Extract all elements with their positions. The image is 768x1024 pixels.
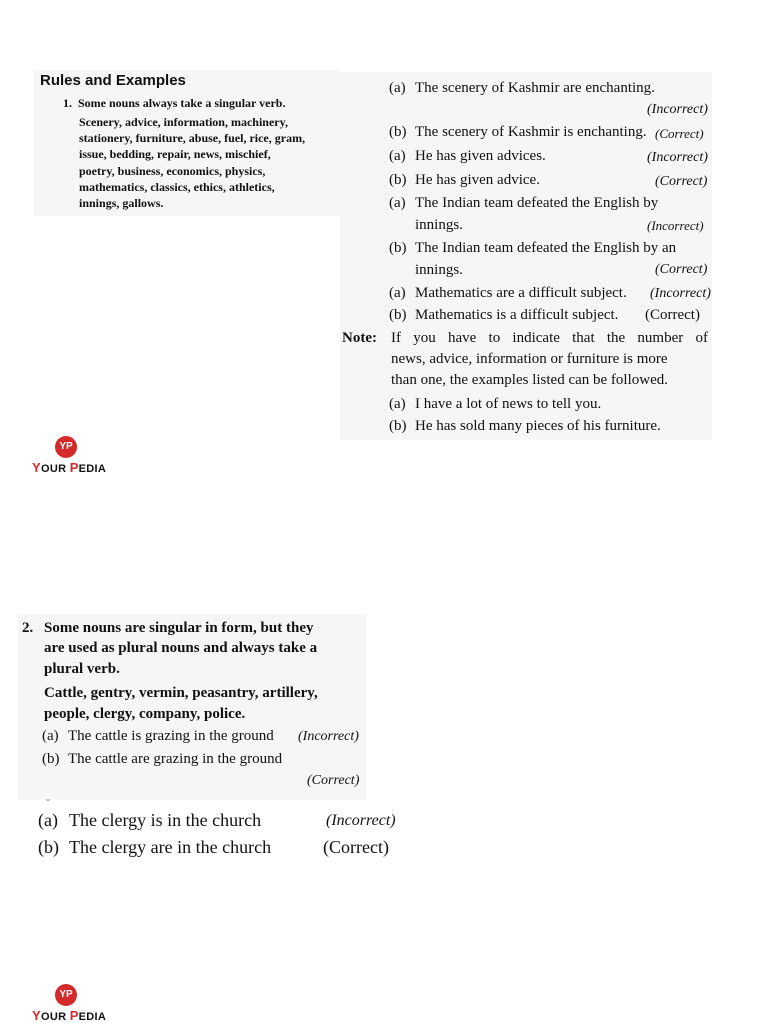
example-verdict: (Correct) [655,262,708,277]
rule2-list-line: people, clergy, company, police. [44,706,246,722]
example-verdict: (Incorrect) [647,218,704,233]
example-label: (b) [42,751,60,767]
rule1-list-line: Scenery, advice, information, machinery, [79,115,288,129]
rule1-list-line: poetry, business, economics, physics, [79,164,266,178]
logo-text: EDIA [78,463,107,475]
logo-letter: P [69,1008,79,1023]
example-verdict: (Incorrect) [298,729,359,744]
example-label-large: (a) [38,810,58,830]
rule1-list-line: issue, bedding, repair, news, mischief, [79,147,271,161]
logo-letter: P [69,460,79,475]
example-text: The cattle is grazing in the ground [68,728,274,744]
rule1-number: 1. [63,96,72,110]
note-text: than one, the examples listed can be followed. [391,372,668,388]
note-example-label: (b) [389,418,407,434]
rule1-list-line: innings, gallows. [79,196,164,210]
rule2-title: Some nouns are singular in form, but they [44,620,314,636]
example-text: The Indian team defeated the English by an [415,240,677,256]
logo-text: OUR [40,1011,70,1023]
yp-logo-icon: YP [55,436,77,458]
logo-letter: Y [32,1008,41,1023]
logo-wordmark [32,1008,106,1023]
rule2-title: are used as plural nouns and always take a [44,640,318,656]
example-text-cont: innings. [415,217,463,233]
rule1-title: Some nouns always take a singular verb. [78,96,286,110]
example-verdict: (Incorrect) [647,102,708,117]
rule2-list-line: Cattle, gentry, vermin, peasantry, artillery, [44,685,318,701]
logo-text: EDIA [78,1011,107,1023]
logo-letter: Y [32,460,41,475]
example-text: Mathematics are a difficult subject. [415,285,627,301]
example-label-large: (b) [38,837,59,857]
example-text: The Indian team defeated the English by [415,195,659,211]
example-verdict: (Correct) [645,307,700,323]
example-text: The cattle are grazing in the ground [68,751,283,767]
separator-dash: - [46,792,50,806]
example-label: (a) [389,195,406,211]
example-text-large: The clergy is in the church [69,810,262,830]
example-label: (b) [389,124,407,140]
example-verdict: (Correct) [655,174,708,189]
example-text: The scenery of Kashmir are enchanting. [415,80,655,96]
example-verdict-large: (Correct) [323,837,389,857]
section-heading: Rules and Examples [40,72,186,89]
rule2-title: plural verb. [44,661,120,677]
note-label: Note: [342,330,377,346]
example-verdict: (Correct) [307,773,360,788]
example-label: (a) [42,728,59,744]
example-label: (a) [389,285,406,301]
example-text: He has given advices. [415,148,546,164]
example-label: (a) [389,80,406,96]
example-text: He has given advice. [415,172,540,188]
logo-wordmark [32,460,106,475]
rule1-list-line: stationery, furniture, abuse, fuel, rice, gram, [79,131,306,145]
example-verdict: (Correct) [655,126,704,141]
note-example-label: (a) [389,396,406,412]
example-label: (b) [389,172,407,188]
example-verdict: (Incorrect) [647,150,708,165]
example-text-cont: innings. [415,262,463,278]
example-text-large: The clergy are in the church [69,837,272,857]
note-text: If you have to indicate that the number of [391,330,708,346]
rule1-list-line: mathematics, classics, ethics, athletics, [79,180,275,194]
example-text: Mathematics is a difficult subject. [415,307,619,323]
example-label: (b) [389,240,407,256]
example-label: (b) [389,307,407,323]
example-label: (a) [389,148,406,164]
example-verdict-large: (Incorrect) [326,812,396,829]
rule2-number: 2. [22,620,34,636]
note-text: news, advice, information or furniture is more [391,351,668,367]
example-text: The scenery of Kashmir is enchanting. [415,124,647,140]
logo-text: OUR [40,463,70,475]
note-example-text: He has sold many pieces of his furniture. [415,418,661,434]
example-verdict: (Incorrect) [650,286,711,301]
yp-logo-icon: YP [55,984,77,1006]
note-example-text: I have a lot of news to tell you. [415,396,602,412]
